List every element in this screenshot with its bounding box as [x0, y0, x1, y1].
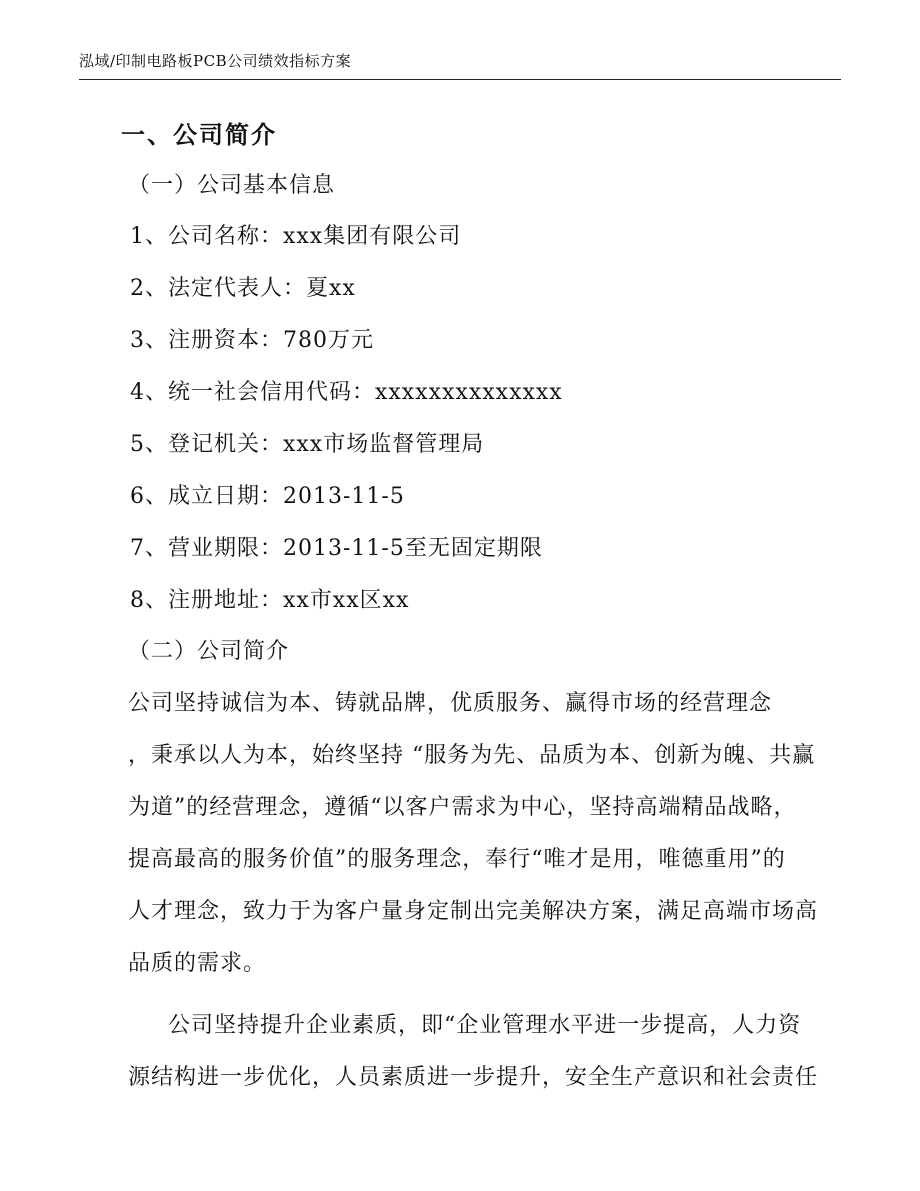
info-item: 2、法定代表人：夏xx: [130, 276, 356, 301]
info-item: 7、营业期限：2013-11-5至无固定期限: [130, 536, 543, 561]
paragraph-line: 人才理念，致力于为客户量身定制出完美解决方案，满足高端市场高: [128, 899, 819, 924]
info-item: 8、注册地址：xx市xx区xx: [130, 588, 410, 613]
info-item: 1、公司名称：xxx集团有限公司: [130, 224, 462, 249]
paragraph-line: ，秉承以人为本，始终坚持 “服务为先、品质为本、创新为魄、共赢: [128, 743, 816, 768]
info-item: 6、成立日期：2013-11-5: [130, 484, 405, 509]
section-heading: 一、公司简介: [121, 120, 277, 149]
paragraph-line: 提高最高的服务价值”的服务理念，奉行“唯才是用，唯德重用”的: [128, 847, 786, 872]
paragraph-line: 公司坚持提升企业素质，即“企业管理水平进一步提高，人力资: [168, 1013, 802, 1038]
running-header: 泓域/印制电路板PCB公司绩效指标方案: [79, 52, 352, 70]
paragraph-line: 品质的需求。: [128, 951, 267, 976]
info-item: 4、统一社会信用代码：xxxxxxxxxxxxxx: [130, 380, 563, 405]
info-item: 5、登记机关：xxx市场监督管理局: [130, 432, 485, 457]
info-item: 3、注册资本：780万元: [130, 328, 374, 353]
header-rule: [79, 79, 841, 80]
paragraph-line: 源结构进一步优化，人员素质进一步提升，安全生产意识和社会责任: [128, 1065, 819, 1090]
paragraph-line: 为道”的经营理念，遵循“以客户需求为中心，坚持高端精品战略，: [128, 795, 797, 820]
subsection-heading-profile: （二）公司简介: [128, 639, 290, 664]
paragraph-line: 公司坚持诚信为本、铸就品牌，优质服务、赢得市场的经营理念: [128, 691, 773, 716]
subsection-heading-basic-info: （一）公司基本信息: [128, 173, 336, 198]
